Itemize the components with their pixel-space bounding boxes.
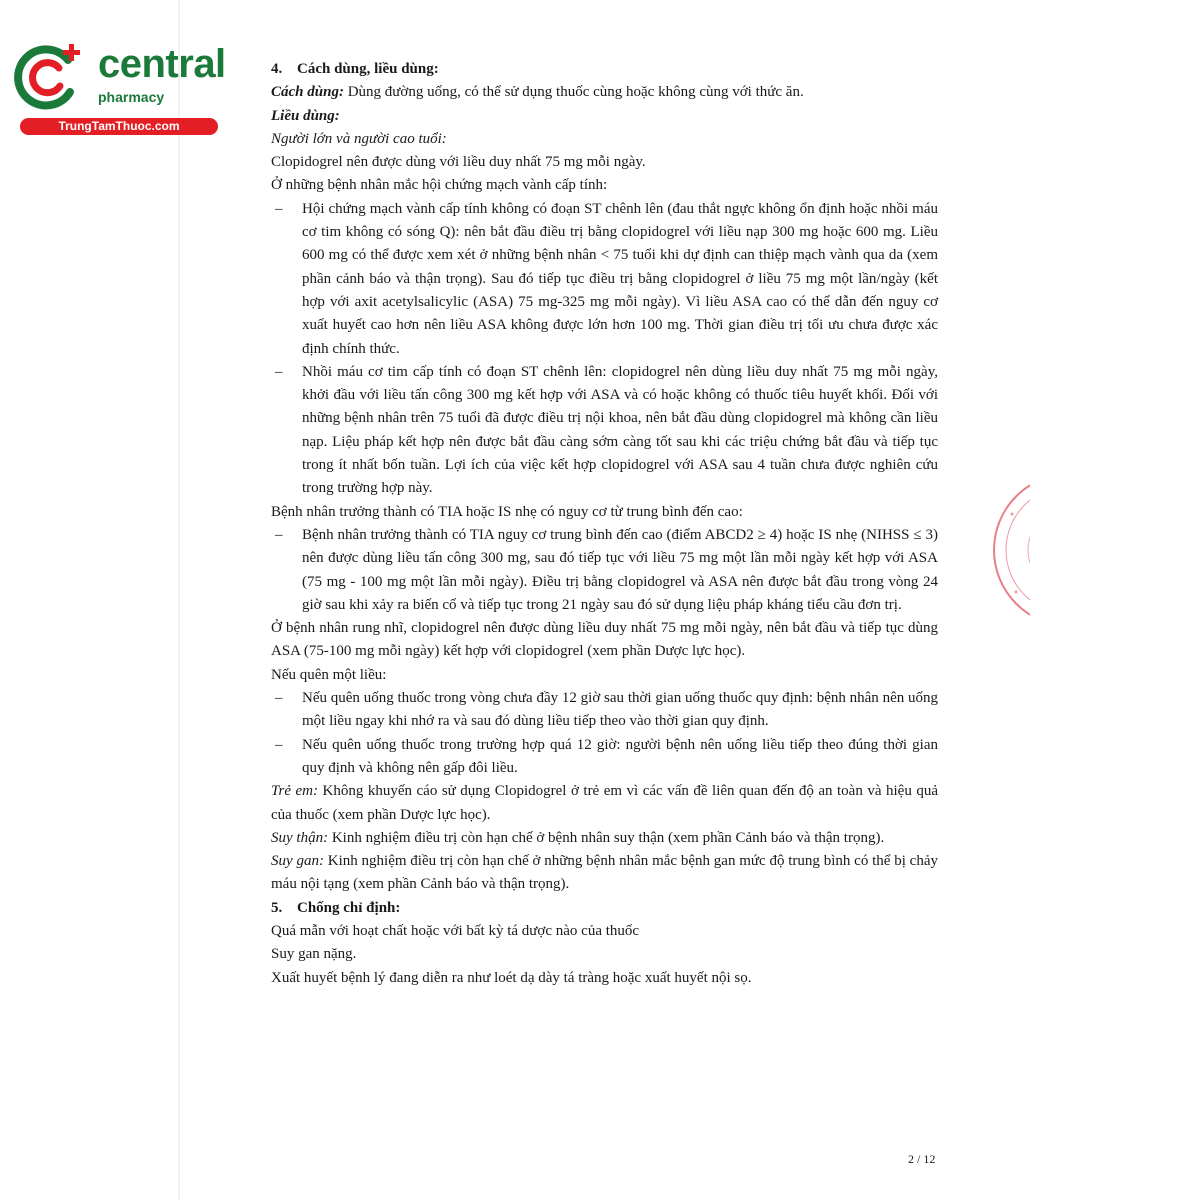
section-number: 4. [271,61,283,77]
page-number: 2 / 12 [908,1152,936,1166]
list-item: – Nếu quên uống thuốc trong trường hợp quá 12 giờ: người bệnh nên uống liều tiếp theo đúng thời gian quy định và không nên gấp đôi liều. [271,734,938,781]
renal-label: Suy thận: [271,829,329,846]
usage-label: Cách dùng: [271,84,344,101]
pharmacy-logo-icon [10,38,94,114]
children-paragraph [271,780,938,827]
renal-paragraph [271,827,938,850]
brand-name: central [98,42,226,86]
hepatic-paragraph [271,850,938,897]
section-title: Cách dùng, liều dùng: [297,61,439,77]
renal-text: Kinh nghiệm điều trị còn hạn chế ở bệnh nhân suy thận (xem phần Cảnh báo và thận trọng). [328,829,885,846]
paragraph: Ở những bệnh nhân mắc hội chứng mạch vành cấp tính: [271,177,608,194]
paragraph: Xuất huyết bệnh lý đang diễn ra như loét dạ dày tá tràng hoặc xuất huyết nội sọ. [271,969,752,986]
children-text: Không khuyến cáo sử dụng Clopidogrel ở trẻ em vì các vấn đề liên quan đến độ an toàn và hiệu quả của thuốc (xem phần Dược lực học). [271,783,938,823]
children-label: Trẻ em: [271,783,318,800]
list-item: – Bệnh nhân trưởng thành có TIA nguy cơ trung bình đến cao (điểm ABCD2 ≥ 4) hoặc IS nhẹ (NIHSS ≤ 3) nên được dùng liều tấn công 300 mg, sau đó tiếp tục với liều 75 mg một lần mỗi ngày kết hợp với ASA (75 mg - 100 mg một lần mỗi ngày). Điều trị bằng clopidogrel và ASA nên được bắt đầu trong vòng 24 giờ sau khi xảy ra biến cố và tiếp tục trong 21 ngày sau đó sử dụng liệu pháp kháng tiểu cầu đơn trị. [271,524,938,617]
brand-logo[interactable] [10,38,226,138]
paragraph: Suy gan nặng. [271,946,357,963]
list-item: – Hội chứng mạch vành cấp tính không có đoạn ST chênh lên (đau thắt ngực không ổn định hoặc nhồi máu cơ tim không có sóng Q): nên bắt đầu điều trị bằng clopidogrel với liều nạp 300 mg hoặc 600 mg. Liều 600 mg có thể được xem xét ở những bệnh nhân < 75 tuổi khi dự định can thiệp mạch vành qua da (xem phần cảnh báo và thận trọng). Sau đó tiếp tục điều trị bằng clopidogrel ở liều 75 mg một lần/ngày (kết hợp với axit acetylsalicylic (ASA) 75 mg-325 mg mỗi ngày). Vì liều ASA cao có thể dẫn đến nguy cơ xuất huyết cao hơn nên liều ASA không được lớn hơn 100 mg. Thời gian điều trị tối ưu chưa được xác định chính thức. [271,198,938,361]
document-page [271,58,938,990]
paragraph: Ở bệnh nhân rung nhĩ, clopidogrel nên được dùng liều duy nhất 75 mg mỗi ngày, nên bắt đầu và tiếp tục dùng ASA (75-100 mg mỗi ngày) kết hợp với clopidogrel (xem phần Dược lực học). [271,620,938,660]
section-4-heading [271,58,938,81]
list-item: – Nếu quên uống thuốc trong vòng chưa đầy 12 giờ sau thời gian uống thuốc quy định: bệnh nhân nên uống một liều ngay khi nhớ ra và sau đó dùng liều tiếp theo vào thời gian quy định. [271,687,938,734]
paragraph: Nếu quên một liều: [271,666,387,683]
brand-subtitle: pharmacy [98,89,165,105]
scan-edge [178,0,180,1200]
usage-text: Dùng đường uống, có thể sử dụng thuốc cùng hoặc không cùng với thức ăn. [343,84,804,101]
section-title: Chống chỉ định: [297,899,401,916]
paragraph: Clopidogrel nên được dùng với liều duy nhất 75 mg mỗi ngày. [271,154,646,171]
company-stamp-icon [990,470,1030,630]
section-5-heading [271,897,938,920]
list-item: – Nhồi máu cơ tim cấp tính có đoạn ST chênh lên: clopidogrel nên dùng liều duy nhất 75 mg mỗi ngày, khởi đầu với liều tấn công 300 mg kết hợp với ASA và có hoặc không có thuốc tiêu huyết khối. Đối với những bệnh nhân trên 75 tuổi đã được điều trị nội khoa, nên bắt đầu dùng clopidogrel mà không cần liều nạp. Liệu pháp kết hợp nên được bắt đầu càng sớm càng tốt sau khi các triệu chứng bắt đầu và tiếp tục trong ít nhất bốn tuần. Lợi ích của việc kết hợp clopidogrel với ASA sau 4 tuần chưa được nghiên cứu trong trường hợp này. [271,361,938,501]
brand-website[interactable]: TrungTamThuoc.com [20,118,218,135]
paragraph: Quá mẫn với hoạt chất hoặc với bất kỳ tá dược nào của thuốc [271,922,640,939]
hepatic-label: Suy gan: [271,853,324,870]
dosage-label: Liều dùng: [271,107,340,124]
section-number: 5. [271,899,283,916]
hepatic-text: Kinh nghiệm điều trị còn hạn chế ở những bệnh nhân mắc bệnh gan mức độ trung bình có thể bị chảy máu nội tạng (xem phần Cảnh báo và thận trọng). [271,853,938,893]
paragraph: Bệnh nhân trưởng thành có TIA hoặc IS nhẹ có nguy cơ từ trung bình đến cao: [271,503,743,520]
usage-paragraph [271,81,938,104]
adults-subheading: Người lớn và người cao tuổi: [271,130,447,147]
